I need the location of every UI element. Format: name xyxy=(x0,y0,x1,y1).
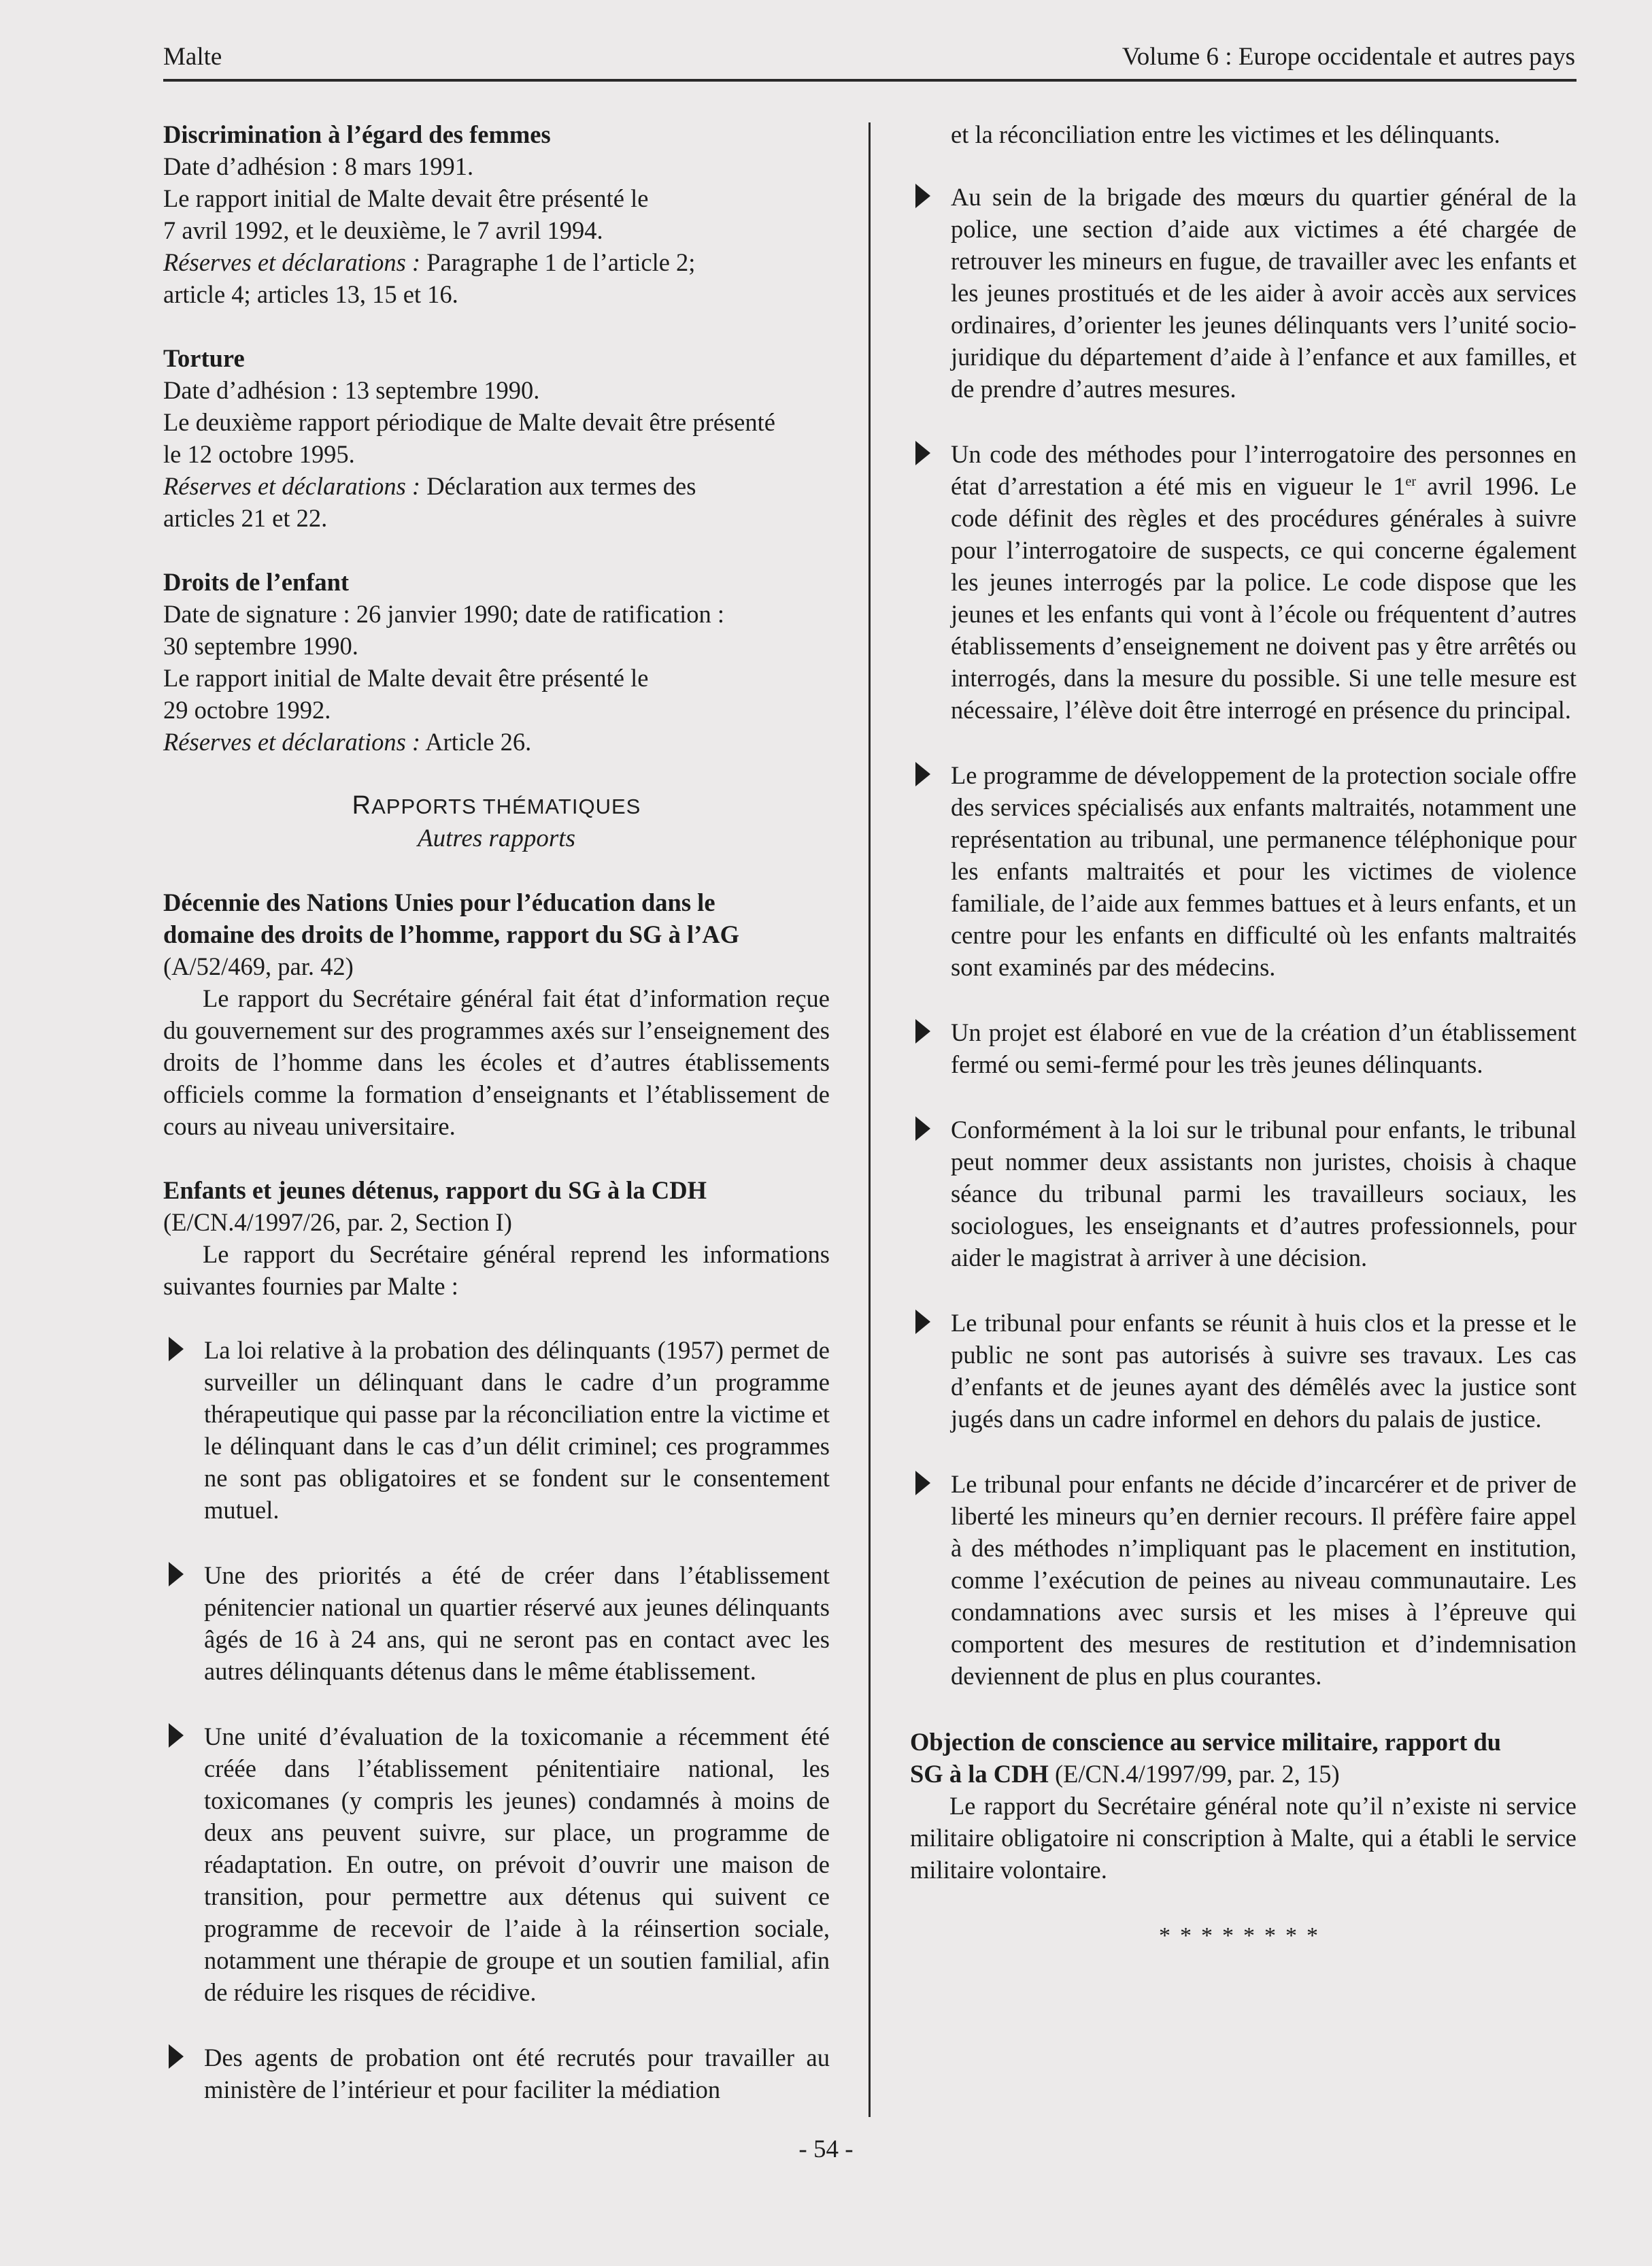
bullet-text: La loi relative à la probation des délinquants (1957) permet de surveiller un délinquant dans le cadre d’un programme thérapeutique qui passe par la réconciliation entre la victime et le délinquant dans le cas d’un délit criminel; ces programmes ne sont pas obligatoires et se fondent sur le consentement mutuel. xyxy=(204,1336,830,1524)
reservations-text: Article 26. xyxy=(420,728,532,756)
page-number: - 54 - xyxy=(798,2135,854,2163)
bullet-item xyxy=(910,1016,1577,1080)
bullet-item xyxy=(163,2042,830,2105)
bullet-text: Le tribunal pour enfants se réunit à huis clos et la presse et le public ne sont pas autorisés à suivre ses travaux. Les cas d’enfants et de jeunes ayant des démêlés avec la justice sont jugés dans un cadre informel en dehors du palais de justice. xyxy=(951,1309,1577,1433)
text-line: Date d’adhésion : 8 mars 1991. xyxy=(163,152,474,180)
section-torture xyxy=(163,342,830,534)
reservations-line xyxy=(163,246,830,278)
bullet-text: Des agents de probation ont été recrutés pour travailler au ministère de l’intérieur et pour faciliter la médiation xyxy=(204,2044,830,2103)
section-child-rights xyxy=(163,566,830,758)
column-divider xyxy=(869,122,871,2117)
bullet-triangle-icon xyxy=(169,1337,184,1361)
bullet-text-part: Un code des méthodes pour l’interrogatoire des personnes en état d’arrestation a été mis en vigueur le 1 xyxy=(951,440,1577,500)
bullet-triangle-icon xyxy=(915,1471,930,1495)
reservations-label: Réserves et déclarations : xyxy=(163,248,421,276)
reservations-text: Déclaration aux termes des xyxy=(420,472,696,500)
text-line: Le rapport initial de Malte devait être présenté le xyxy=(163,664,649,692)
bullet-text: Conformément à la loi sur le tribunal pour enfants, le tribunal peut nommer deux assistants non juristes, choisis à chaque séance du tribunal parmi les travailleurs sociaux, les sociologues, les enseignants et d’autres professionnels, pour aider le magistrat à arriver à une décision. xyxy=(951,1116,1577,1271)
section-title: Droits de l’enfant xyxy=(163,568,350,596)
section-title: Torture xyxy=(163,344,245,372)
paragraph: Le rapport du Secrétaire général reprend les informations suivantes fournies par Malte : xyxy=(163,1240,830,1300)
reservations-line xyxy=(163,470,830,502)
heading-initial: R xyxy=(352,791,372,820)
bullet-text xyxy=(951,440,1577,724)
bullet-item xyxy=(910,181,1577,405)
bullet-triangle-icon xyxy=(915,762,930,786)
reservations-label: Réserves et déclarations : xyxy=(163,728,421,756)
document-reference: (A/52/469, par. 42) xyxy=(163,952,354,980)
bullet-text: Une unité d’évaluation de la toxicomanie a récemment été créée dans l’établissement pénitentiaire national, les toxicomanes (y compris les jeunes) condamnés à moins de deux ans peuvent suivre, sur place, un programme de réadaptation. En outre, on prévoit d’ouvrir une maison de transition, pour permettre aux détenus qui suivent ce programme de recevoir de l’aide à la réinsertion sociale, notamment une thérapie de groupe et un soutien familial, afin de réduire les risques de récidive. xyxy=(204,1722,830,2006)
bullet-continuation: et la réconciliation entre les victimes et les délinquants. xyxy=(951,120,1500,148)
section-end-stars: ******** xyxy=(1159,1923,1328,1948)
paragraph: Le rapport du Secrétaire général fait état d’information reçue du gouvernement sur des programmes axés sur l’enseignement des droits de l’homme dans les écoles et d’autres établissements officiels comme la formation d’enseignants et l’établissement de cours au niveau universitaire. xyxy=(163,984,830,1140)
section-title-cont: domaine des droits de l’homme, rapport du SG à l’AG xyxy=(163,920,739,948)
bullet-text: Le tribunal pour enfants ne décide d’incarcérer et de priver de liberté les mineurs qu’en dernier recours. Il préfère faire appel à des méthodes n’impliquant pas le placement en institution, comme l’exécution de peines au niveau communautaire. Les condamnations avec sursis et les mises à l’épreuve qui comportent des mesures de restitution et d’indemnisation deviennent de plus en plus courantes. xyxy=(951,1470,1577,1690)
paragraph: Le rapport du Secrétaire général note qu’il n’existe ni service militaire obligatoire ni conscription à Malte, qui a établi le service militaire volontaire. xyxy=(910,1792,1577,1884)
bullet-triangle-icon xyxy=(169,2044,184,2069)
heading-rest: APPORTS THÉMATIQUES xyxy=(371,795,641,818)
bullet-text-part: avril 1996. Le code définit des règles et des procédures générales à suivre pour l’interrogatoire de suspects, ce qui concerne également les jeunes interrogés par la police. Le code dispose que les jeunes et les enfants qui vont à l’école ou fréquentent d’autres établissements d’enseignement ne doivent pas y être arrêtés ou interrogés, dans la mesure du possible. Si une telle mesure est nécessaire, l’élève doit être interrogé en présence du principal. xyxy=(951,472,1577,724)
bullet-text: Une des priorités a été de créer dans l’établissement pénitencier national un quartier réservé aux jeunes délinquants âgés de 16 à 24 ans, qui ne seront pas en contact avec les autres délinquants détenus dans le même établissement. xyxy=(204,1561,830,1685)
bullet-item xyxy=(163,1559,830,1687)
text-line: 7 avril 1992, et le deuxième, le 7 avril 1994. xyxy=(163,216,603,244)
bullet-item xyxy=(910,1114,1577,1273)
bullet-triangle-icon xyxy=(915,184,930,208)
text-line: Le rapport initial de Malte devait être présenté le xyxy=(163,184,649,212)
bullet-item xyxy=(163,1334,830,1526)
header-country: Malte xyxy=(163,43,222,71)
left-column xyxy=(163,118,830,2105)
text-line: Date de signature : 26 janvier 1990; date de ratification : xyxy=(163,600,725,628)
text-line: Date d’adhésion : 13 septembre 1990. xyxy=(163,376,540,404)
running-header xyxy=(163,42,1575,71)
bullet-item xyxy=(163,1720,830,2008)
other-reports-subheading: Autres rapports xyxy=(418,824,575,852)
section-title: Discrimination à l’égard des femmes xyxy=(163,120,551,148)
text-line: le 12 octobre 1995. xyxy=(163,440,355,468)
bullet-item xyxy=(910,438,1577,726)
header-volume: Volume 6 : Europe occidentale et autres pays xyxy=(1122,43,1575,71)
bullet-triangle-icon xyxy=(915,441,930,465)
ordinal-superscript: er xyxy=(1405,473,1416,489)
section-title: Enfants et jeunes détenus, rapport du SG à la CDH xyxy=(163,1176,707,1204)
document-reference: (E/CN.4/1997/26, par. 2, Section I) xyxy=(163,1208,512,1236)
reservations-text: Paragraphe 1 de l’article 2; xyxy=(420,248,696,276)
section-conscientious-objection xyxy=(910,1726,1577,1886)
text-line: Le deuxième rapport périodique de Malte devait être présenté xyxy=(163,408,775,436)
bullet-text: Le programme de développement de la protection sociale offre des services spécialisés aux enfants maltraités, notamment une représentation au tribunal, une permanence téléphonique pour les enfants maltraités et pour les victimes de violence familiale, de l’aide aux femmes battues et à leurs enfants, et un centre pour les enfants en difficulté où les enfants maltraités sont examinés par des médecins. xyxy=(951,761,1577,981)
right-column xyxy=(910,118,1577,1952)
text-line: 29 octobre 1992. xyxy=(163,696,331,724)
bullet-item xyxy=(910,1307,1577,1435)
bullet-triangle-icon xyxy=(915,1116,930,1141)
bullet-triangle-icon xyxy=(169,1723,184,1748)
text-line: 30 septembre 1990. xyxy=(163,632,358,660)
bullet-item xyxy=(910,759,1577,983)
section-women-discrimination xyxy=(163,118,830,310)
text-line: article 4; articles 13, 15 et 16. xyxy=(163,280,458,308)
reservations-line xyxy=(163,726,830,758)
document-reference: (E/CN.4/1997/99, par. 2, 15) xyxy=(1048,1760,1340,1788)
section-un-decade xyxy=(163,886,830,1142)
bullet-triangle-icon xyxy=(915,1019,930,1044)
header-rule xyxy=(163,79,1577,82)
section-title-cont: SG à la CDH xyxy=(910,1760,1049,1788)
section-title-cont-line xyxy=(910,1758,1577,1790)
section-title: Décennie des Nations Unies pour l’éducation dans le xyxy=(163,888,715,916)
reservations-label: Réserves et déclarations : xyxy=(163,472,421,500)
thematic-reports-heading xyxy=(163,790,830,822)
bullet-text: Au sein de la brigade des mœurs du quartier général de la police, une section d’aide aux victimes a été chargée de retrouver les mineurs en fugue, de travailler avec les enfants et les jeunes prostitués et de les aider à avoir accès aux services ordinaires, d’orienter les jeunes délinquants vers l’unité socio-juridique du département d’aide à l’enfance et aux familles, et de prendre d’autres mesures. xyxy=(951,183,1577,403)
text-line: articles 21 et 22. xyxy=(163,504,328,532)
bullet-text: Un projet est élaboré en vue de la création d’un établissement fermé ou semi-fermé pour les très jeunes délinquants. xyxy=(951,1018,1577,1078)
bullet-triangle-icon xyxy=(169,1562,184,1586)
section-title: Objection de conscience au service militaire, rapport du xyxy=(910,1728,1502,1756)
bullet-triangle-icon xyxy=(915,1310,930,1334)
bullet-item xyxy=(910,1468,1577,1692)
section-detained-children xyxy=(163,1174,830,2105)
